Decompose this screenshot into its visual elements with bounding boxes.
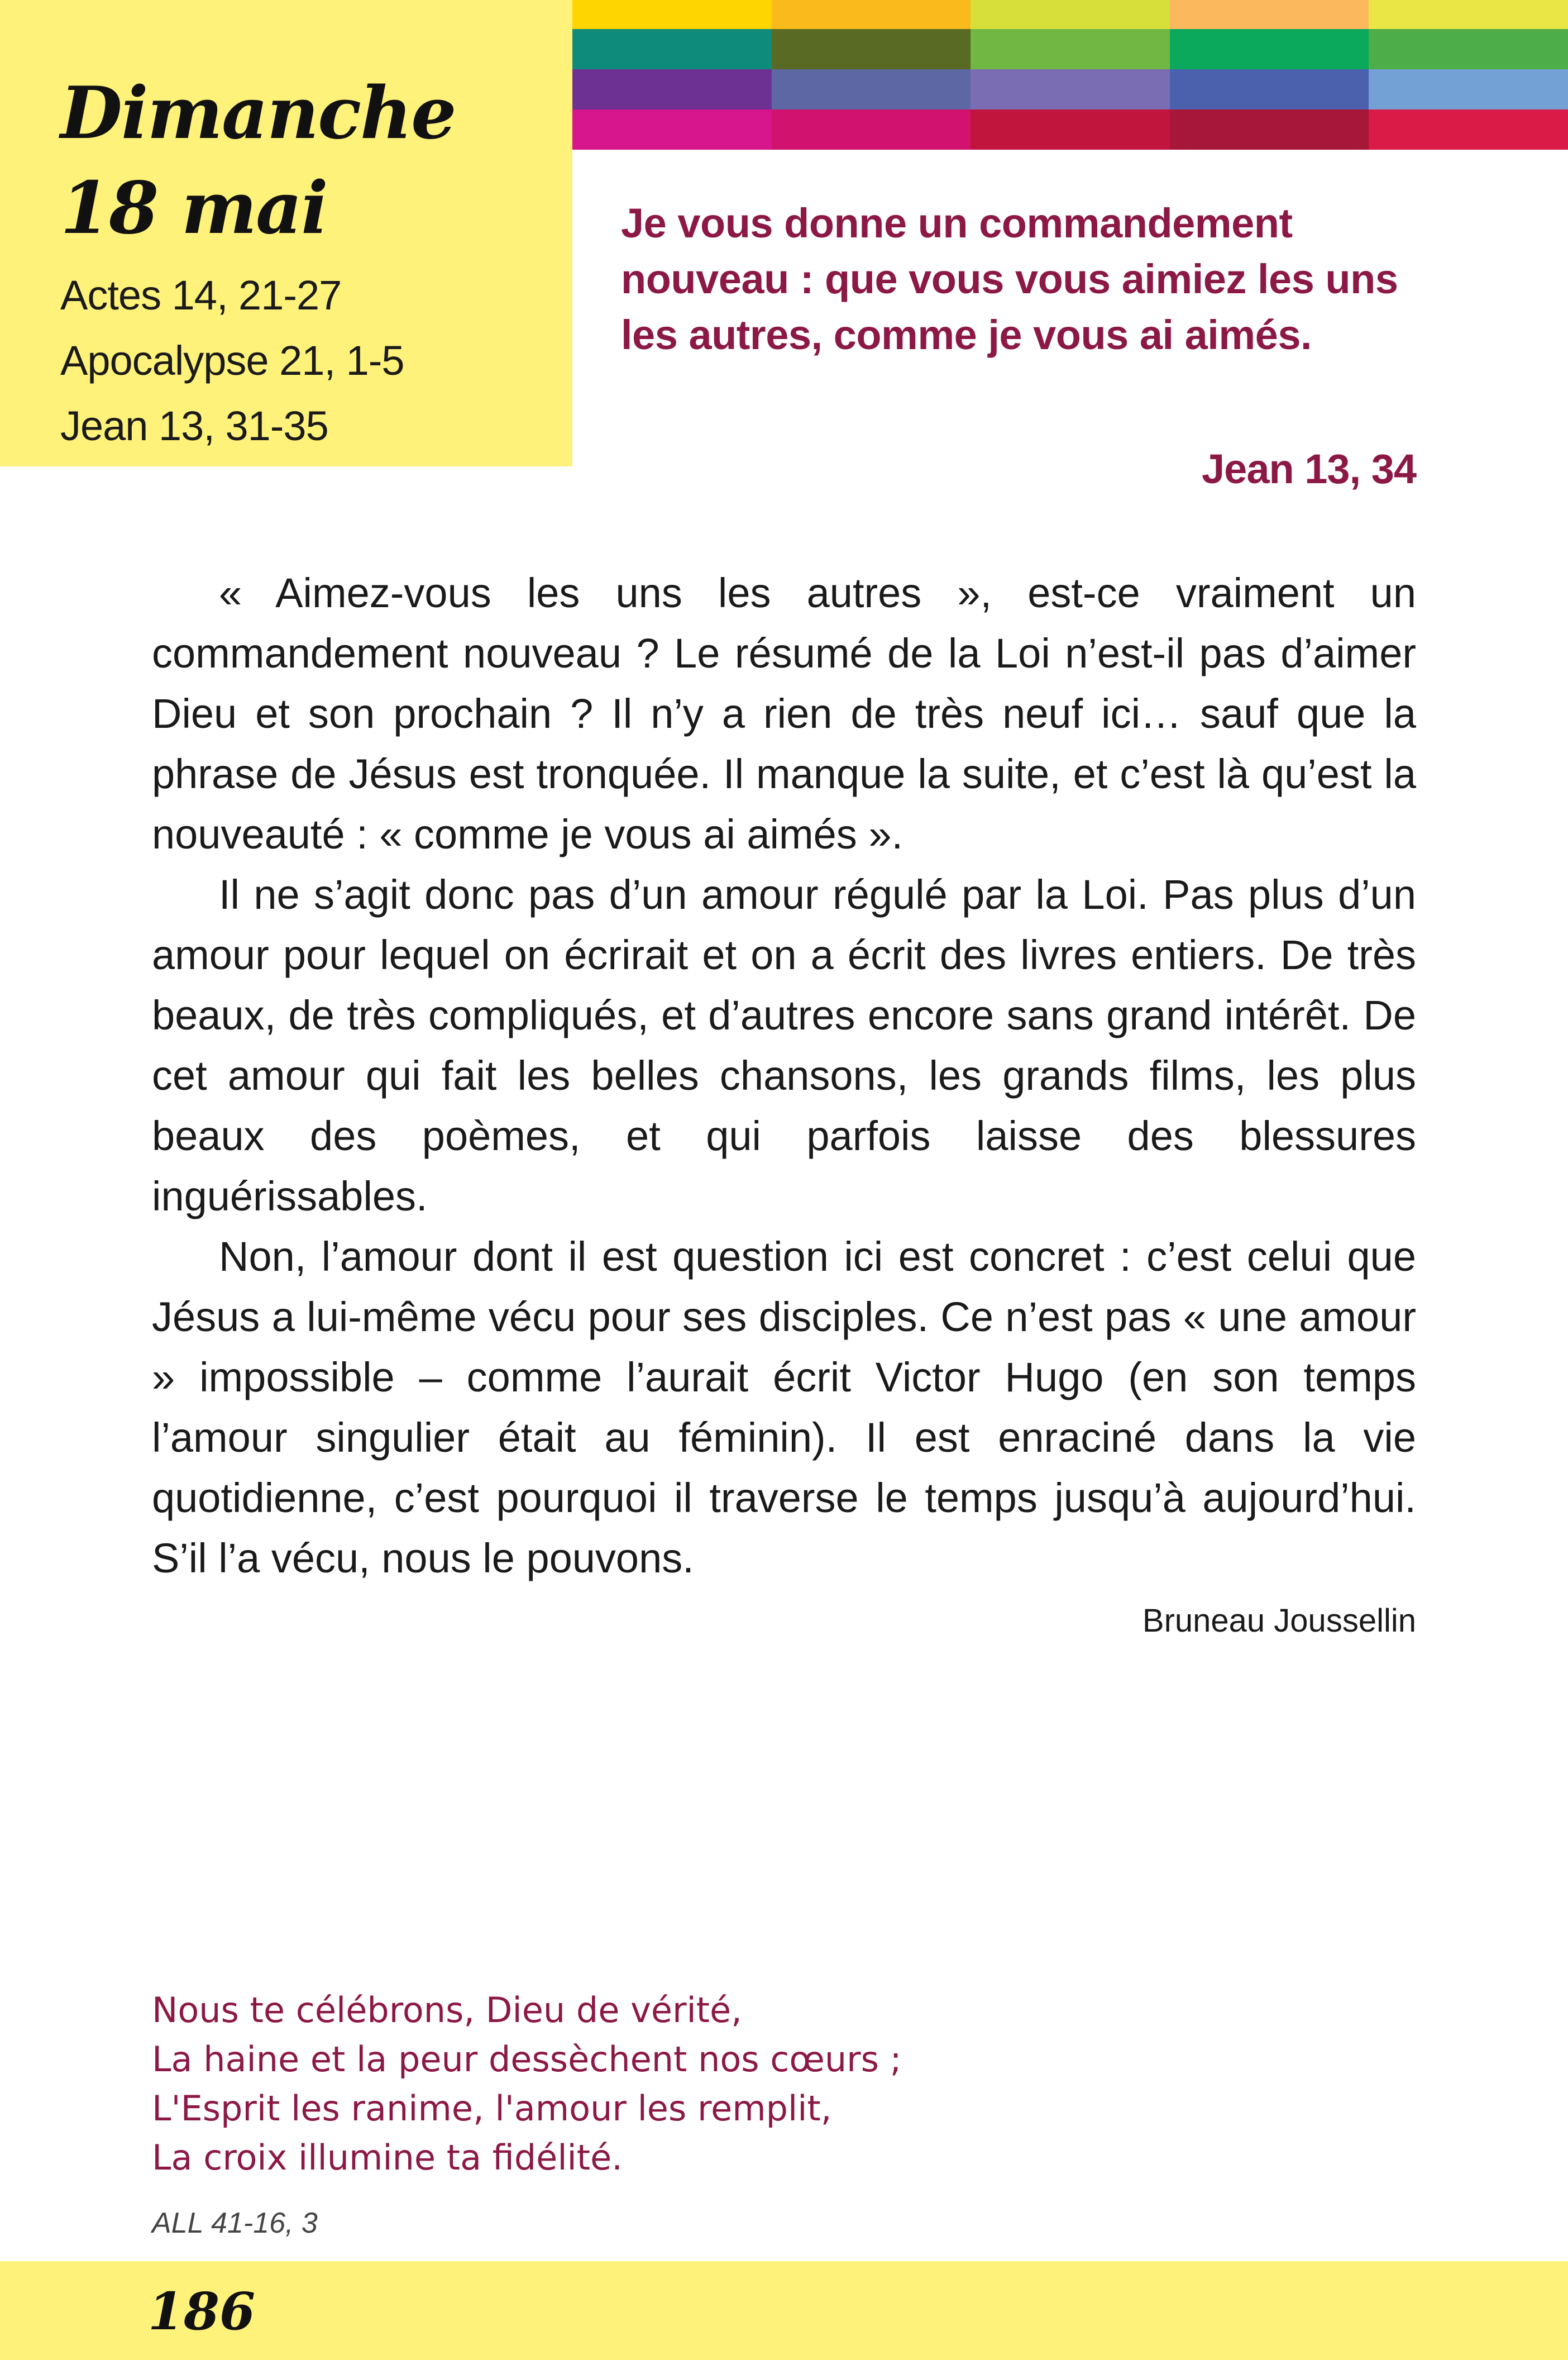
stripe-row bbox=[572, 109, 1568, 150]
stripe-cell bbox=[971, 109, 1170, 150]
stripe-cell bbox=[1369, 29, 1568, 69]
key-verse: Je vous donne un commandement nouveau : que vous vous aimiez les uns les autres, comme je vous ai aimés. bbox=[621, 200, 1398, 358]
stripe-row bbox=[572, 29, 1568, 69]
stripe-cell bbox=[772, 69, 971, 109]
key-verse-reference: Jean 13, 34 bbox=[1202, 446, 1416, 492]
stripe-cell bbox=[1369, 0, 1568, 29]
stripe-row bbox=[572, 0, 1568, 29]
stripe-cell bbox=[1369, 69, 1568, 109]
stripe-cell bbox=[971, 69, 1170, 109]
stripe-cell bbox=[572, 29, 772, 69]
stripe-cell bbox=[971, 29, 1170, 69]
hymn-stanza bbox=[152, 1986, 902, 2182]
hymn-reference: ALL 41-16, 3 bbox=[152, 2207, 318, 2239]
stripe-cell bbox=[1170, 0, 1369, 29]
hymn-line: La croix illumine ta fidélité. bbox=[152, 2137, 623, 2178]
stripe-cell bbox=[572, 0, 772, 29]
meditation-text bbox=[152, 563, 1416, 1589]
reading-references bbox=[60, 263, 404, 459]
author-name: Bruneau Joussellin bbox=[1142, 1603, 1416, 1639]
page-number: 186 bbox=[148, 2281, 256, 2342]
title-block bbox=[0, 0, 572, 466]
day-date: 18 mai bbox=[60, 166, 327, 250]
stripe-cell bbox=[572, 109, 772, 150]
reading-ref: Jean 13, 31-35 bbox=[60, 403, 328, 449]
reading-ref: Apocalypse 21, 1-5 bbox=[60, 337, 404, 384]
stripe-cell bbox=[772, 0, 971, 29]
footer-band bbox=[0, 2261, 1568, 2360]
stripe-cell bbox=[971, 0, 1170, 29]
stripe-cell bbox=[572, 69, 772, 109]
stripe-cell bbox=[772, 109, 971, 150]
day-name: Dimanche bbox=[60, 71, 456, 155]
hymn-line: L'Esprit les ranime, l'amour les remplit, bbox=[152, 2088, 832, 2129]
meditation-paragraph: Il ne s’agit donc pas d’un amour régulé par la Loi. Pas plus d’un amour pour lequel on écrirait et on a écrit des livres entiers. De très beaux, de très compliqués, et d’autres encore sans grand intérêt. De cet amour qui fait les belles chansons, les grands films, les plus beaux des poèmes, et qui parfois laisse des blessures inguérissables. bbox=[152, 871, 1416, 1219]
color-stripes bbox=[572, 0, 1568, 150]
stripe-cell bbox=[1170, 69, 1369, 109]
hymn-line: Nous te célébrons, Dieu de vérité, bbox=[152, 1990, 742, 2030]
stripe-cell bbox=[1170, 29, 1369, 69]
page-title bbox=[60, 66, 456, 256]
hymn-line: La haine et la peur dessèchent nos cœurs ; bbox=[152, 2039, 902, 2080]
stripe-cell bbox=[1170, 109, 1369, 150]
stripe-cell bbox=[1369, 109, 1568, 150]
stripe-cell bbox=[772, 29, 971, 69]
meditation-paragraph: Non, l’amour dont il est question ici est concret : c’est celui que Jésus a lui-même vécu pour ses disciples. Ce n’est pas « une amour » impossible – comme l’aurait écrit Victor Hugo (en son temps l’amour singulier était au féminin). Il est enraciné dans la vie quotidienne, c’est pourquoi il traverse le temps jusqu’à aujourd’hui. S’il l’a vécu, nous le pouvons. bbox=[152, 1233, 1416, 1581]
meditation-paragraph: « Aimez-vous les uns les autres », est-ce vraiment un commandement nouveau ? Le résumé de la Loi n’est-il pas d’aimer Dieu et son prochain ? Il n’y a rien de très neuf ici… sauf que la phrase de Jésus est tronquée. Il manque la suite, et c’est là qu’est la nouveauté : « comme je vous ai aimés ». bbox=[152, 570, 1416, 857]
stripe-row bbox=[572, 69, 1568, 109]
reading-ref: Actes 14, 21-27 bbox=[60, 272, 342, 318]
